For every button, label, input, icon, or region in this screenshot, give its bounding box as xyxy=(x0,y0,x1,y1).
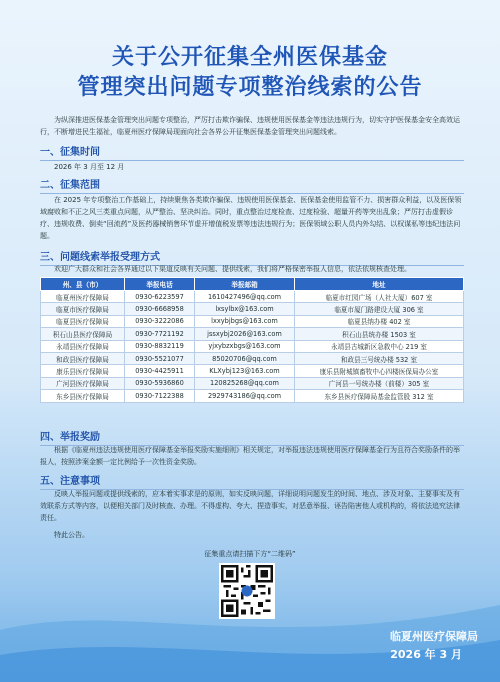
section4-text: 根据《临夏州违法违规使用医疗保障基金举报奖励实施细则》相关规定，对举报违法违规使用医疗保障基金行为且符合奖励条件的举报人，按照涉案金额一定比例给予一次性资金奖励。 xyxy=(40,446,460,466)
cell-address: 和政县三号统办楼 532 室 xyxy=(295,352,464,364)
cell-region: 康乐县医疗保障局 xyxy=(41,365,125,377)
closing-text: 特此公告。 xyxy=(54,531,89,539)
cell-email: lxsylbx@163.com xyxy=(195,303,295,315)
col-header-phone: 举报电话 xyxy=(125,278,195,291)
cell-email: KLXybj123@163.com xyxy=(195,365,295,377)
section5-text: 反映人举报问题或提供线索的，应本着实事求是的原则，如实反映问题，详细说明问题发生的时间、地点、涉及对象、主要事实及有效联系方式等内容，以便相关部门及时核查、办理。不得虚构、夸大、捏造事实，对恶意举报、诬告陷害他人或机构的，将依法追究法律责任。 xyxy=(40,490,460,522)
cell-region: 临夏州医疗保障局 xyxy=(41,291,125,303)
cell-phone: 0930-7721192 xyxy=(125,328,195,340)
table-row xyxy=(41,377,464,389)
section2-text: 在 2025 年专项整治工作基础上，持续聚焦各类欺诈骗保、违规使用医保基金、医保基金使用监管不力、损害群众利益，以及医保领域腐败和不正之风三类重点问题，从严整治、坚决纠治。同时，重点整治过度检查、过度检验、超量开药等突出乱象；严厉打击虚假诊疗、违规收费、倒卖“回流药”及医药器械销售环节虚开增值税发票等违法违规行为；医保领域公职人员内外勾结、以权谋私等违纪违法问题。 xyxy=(40,196,462,240)
footer-date: 2026 年 3 月 xyxy=(390,648,462,661)
cell-address: 积石山县统办楼 1503 室 xyxy=(295,328,464,340)
intro-paragraph: 为纵深推进医保基金管理突出问题专项整治，严厉打击欺诈骗保、违规使用医保基金等违法违规行为，切实守护医保基金安全高效运行，不断增进民生福祉，临夏州医疗保障局现面向社会各界公开征集医保基金管理突出问题线索。 xyxy=(40,116,460,136)
cell-phone: 0930-4425911 xyxy=(125,365,195,377)
table-row xyxy=(41,291,464,303)
cell-phone: 0930-8832119 xyxy=(125,340,195,352)
cell-email: jssxybj2026@163.com xyxy=(195,328,295,340)
col-header-address: 地址 xyxy=(295,278,464,291)
cell-region: 临夏县医疗保障局 xyxy=(41,315,125,327)
table-row xyxy=(41,315,464,327)
cell-phone: 0930-6668958 xyxy=(125,303,195,315)
cell-region: 东乡县医疗保障局 xyxy=(41,390,125,402)
section2-heading: 二、征集范围 xyxy=(40,176,464,194)
cell-region: 临夏市医疗保障局 xyxy=(41,303,125,315)
cell-phone: 0930-5936860 xyxy=(125,377,195,389)
cell-phone: 0930-3222086 xyxy=(125,315,195,327)
table-header-row xyxy=(41,278,464,291)
footer-organization: 临夏州医疗保障局 xyxy=(390,630,478,643)
cell-email: 120825268@qq.com xyxy=(195,377,295,389)
cell-region: 积石山县医疗保障局 xyxy=(41,328,125,340)
cell-region: 永靖县医疗保障局 xyxy=(41,340,125,352)
cell-address: 临夏市厦门路建设大厦 306 室 xyxy=(295,303,464,315)
qr-code-icon[interactable] xyxy=(219,563,275,619)
section3-text: 欢迎广大群众和社会各界通过以下渠道反映有关问题、提供线索，我们将严格保密举报人信息，依法依规核查处理。 xyxy=(54,265,411,273)
cell-phone: 0930-6223597 xyxy=(125,291,195,303)
cell-email: 85020706@qq.com xyxy=(195,352,295,364)
cell-phone: 0930-7122388 xyxy=(125,390,195,402)
cell-address: 广河县一号统办楼（前楼）305 室 xyxy=(295,377,464,389)
contact-table xyxy=(40,277,464,403)
cell-region: 和政县医疗保障局 xyxy=(41,352,125,364)
cell-email: 1610427496@qq.com xyxy=(195,291,295,303)
title-line-2: 管理突出问题专项整治线索的公告 xyxy=(77,75,423,100)
title-line-1: 关于公开征集全州医保基金 xyxy=(111,45,388,70)
col-header-email: 举报邮箱 xyxy=(195,278,295,291)
cell-address: 临夏市红园广场（人社大厦）607 室 xyxy=(295,291,464,303)
table-row xyxy=(41,340,464,352)
table-row xyxy=(41,303,464,315)
section1-heading: 一、征集时间 xyxy=(40,143,464,161)
cell-address: 东乡县医疗保障局基金监管股 312 室 xyxy=(295,390,464,402)
cell-address: 临夏县纳办楼 402 室 xyxy=(295,315,464,327)
table-row xyxy=(41,352,464,364)
cell-address: 康乐县附城镇畜牧中心四楼医保局办公室 xyxy=(295,365,464,377)
table-row xyxy=(41,365,464,377)
section3-heading: 三、问题线索举报受理方式 xyxy=(40,248,464,266)
section5-heading: 五、注意事项 xyxy=(40,472,464,490)
cell-region: 广河县医疗保障局 xyxy=(41,377,125,389)
cell-email: lxxybjbgs@163.com xyxy=(195,315,295,327)
table-row xyxy=(41,328,464,340)
section4-heading: 四、举报奖励 xyxy=(40,428,464,446)
cell-email: 2929743186@qq.com xyxy=(195,390,295,402)
qr-label: 征集重点请扫描下方“二维码” xyxy=(204,550,296,558)
table-row xyxy=(41,390,464,402)
cell-address: 永靖县古城新区急救中心 219 室 xyxy=(295,340,464,352)
cell-email: yjxybzxbgs@163.com xyxy=(195,340,295,352)
section1-text: 2026 年 3 月至 12 月 xyxy=(54,163,125,171)
col-header-region: 州、县（市） xyxy=(41,278,125,291)
cell-phone: 0930-5521077 xyxy=(125,352,195,364)
